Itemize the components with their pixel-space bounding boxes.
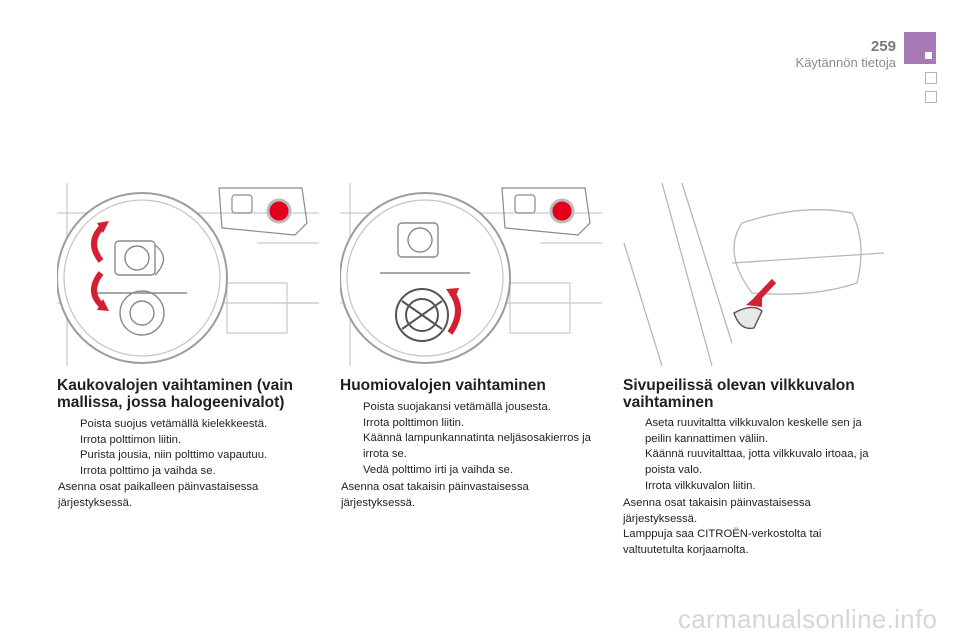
step-item [58, 448, 320, 464]
note-line: Asenna osat takaisin päinvastaisessa [623, 497, 811, 509]
heading-line: vaihtaminen [623, 394, 714, 411]
step-item [341, 431, 606, 462]
heading-line: Kaukovalojen vaihtaminen (vain [57, 377, 294, 394]
step-item [341, 463, 606, 479]
high-beam-steps [58, 417, 320, 480]
step-text: Poista suojakansi vetämällä jousesta. [363, 401, 551, 413]
step-item [58, 417, 320, 433]
page-number: 259 [870, 38, 896, 55]
note-line: Asenna osat paikalleen päinvastaisessa [58, 481, 259, 493]
high-beam-note [58, 480, 258, 511]
mirror-indicator-steps [623, 416, 891, 495]
step-text: Käännä ruuvitalttaa, jotta vilkkuvalo irtoaa, ja poista valo. [645, 448, 869, 477]
step-text: Irrota vilkkuvalon liitin. [645, 479, 756, 492]
step-text: Vedä polttimo irti ja vaihda se. [363, 463, 514, 476]
step-item [623, 447, 891, 478]
mirror-indicator-illustration [622, 183, 884, 366]
step-text: Purista jousia, niin polttimo vapautuu. [80, 449, 268, 462]
daytime-lamp-illustration [340, 183, 602, 366]
high-beam-bulb-illustration [57, 183, 319, 366]
note-line: järjestyksessä. [58, 496, 133, 509]
step-item [58, 464, 320, 480]
section-title: Käytännön tietoja [795, 55, 896, 70]
note-line: järjestyksessä. [341, 496, 416, 509]
note-line: Lamppuja saa CITROËN-verkostolta tai [623, 528, 822, 541]
note-line: valtuutetulta korjaamolta. [623, 544, 749, 557]
daytime-lamp-heading [340, 377, 546, 394]
step-item [58, 433, 320, 449]
chapter-tab[interactable] [925, 72, 937, 84]
note-line: Asenna osat takaisin päinvastaisessa [341, 481, 529, 493]
high-beam-heading [57, 377, 293, 411]
step-text: Irrota polttimo ja vaihda se. [80, 465, 216, 478]
step-item [341, 416, 606, 432]
heading-line: Huomiovalojen vaihtaminen [340, 377, 546, 394]
step-item [341, 400, 606, 416]
step-item [623, 479, 891, 495]
mirror-indicator-heading [623, 377, 855, 411]
daytime-lamp-steps [341, 400, 606, 479]
chapter-tab-active[interactable] [904, 32, 936, 64]
step-text: Käännä lampunkannatinta neljäsosakierros ja irrota se. [363, 432, 591, 461]
step-text: Aseta ruuvitaltta vilkkuvalon keskelle sen ja peilin kannattimen väliin. [645, 417, 862, 445]
heading-line: Sivupeilissä olevan vilkkuvalon [623, 377, 855, 394]
step-text: Irrota polttimon liitin. [363, 416, 465, 429]
step-item [623, 416, 891, 447]
watermark: carmanualsonline.info [678, 604, 938, 634]
chapter-tab[interactable] [925, 91, 937, 103]
note-line: järjestyksessä. [623, 512, 698, 525]
step-text: Irrota polttimon liitin. [80, 433, 182, 446]
daytime-lamp-note [341, 480, 529, 511]
mirror-indicator-note [623, 496, 821, 559]
heading-line: mallissa, jossa halogeenivalot) [57, 394, 285, 411]
step-text: Poista suojus vetämällä kielekkeestä. [80, 418, 268, 430]
